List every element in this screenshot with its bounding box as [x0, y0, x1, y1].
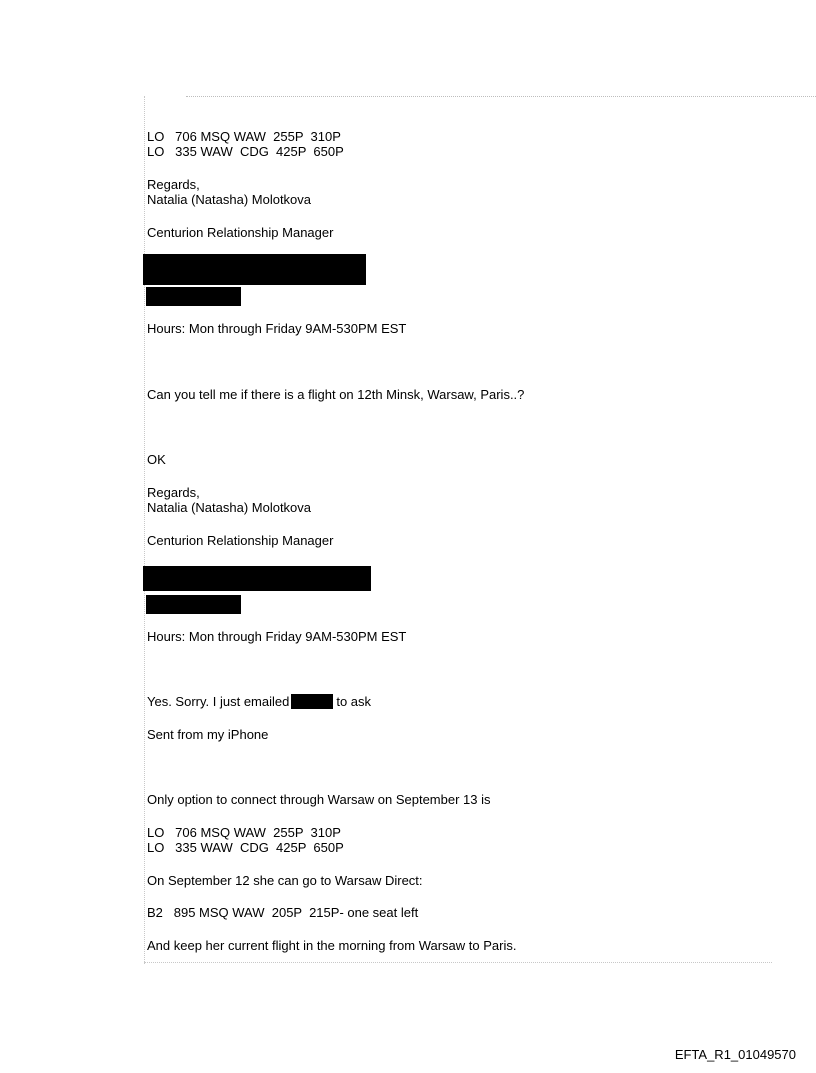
bottom-divider	[144, 962, 772, 963]
signature-title: Centurion Relationship Manager	[147, 533, 334, 548]
signature-title: Centurion Relationship Manager	[147, 225, 334, 240]
redaction-inline	[291, 694, 333, 709]
redaction-block	[143, 566, 371, 591]
sent-from-line: Sent from my iPhone	[147, 727, 269, 742]
signature-name: Natalia (Natasha) Molotkova	[147, 500, 312, 515]
flight-line: LO 335 WAW CDG 425P 650P	[147, 144, 344, 159]
top-divider	[186, 96, 816, 97]
signature-regards: Regards,	[147, 177, 200, 192]
signature-name: Natalia (Natasha) Molotkova	[147, 192, 312, 207]
message-reply	[147, 694, 371, 709]
flight-line: LO 706 MSQ WAW 255P 310P	[147, 129, 341, 144]
redaction-block	[146, 595, 241, 614]
signature-hours: Hours: Mon through Friday 9AM-530PM EST	[147, 629, 407, 644]
flight-line: LO 335 WAW CDG 425P 650P	[147, 840, 344, 855]
reply-text-before: Yes. Sorry. I just emailed	[147, 694, 290, 709]
message-ok: OK	[147, 452, 166, 467]
signature-regards: Regards,	[147, 485, 200, 500]
message-question: Can you tell me if there is a flight on 12th Minsk, Warsaw, Paris..?	[147, 387, 525, 402]
flight-line-b2: B2 895 MSQ WAW 205P 215P- one seat left	[147, 905, 419, 920]
message-sept12: On September 12 she can go to Warsaw Direct:	[147, 873, 423, 888]
reply-text-after: to ask	[336, 694, 372, 709]
left-border	[144, 96, 145, 964]
message-only-option: Only option to connect through Warsaw on September 13 is	[147, 792, 491, 807]
message-keep-current: And keep her current flight in the morning from Warsaw to Paris.	[147, 938, 517, 953]
redaction-block	[146, 287, 241, 306]
flight-line: LO 706 MSQ WAW 255P 310P	[147, 825, 341, 840]
signature-hours: Hours: Mon through Friday 9AM-530PM EST	[147, 321, 407, 336]
document-id: EFTA_R1_01049570	[674, 1047, 796, 1062]
redaction-block	[143, 254, 366, 285]
